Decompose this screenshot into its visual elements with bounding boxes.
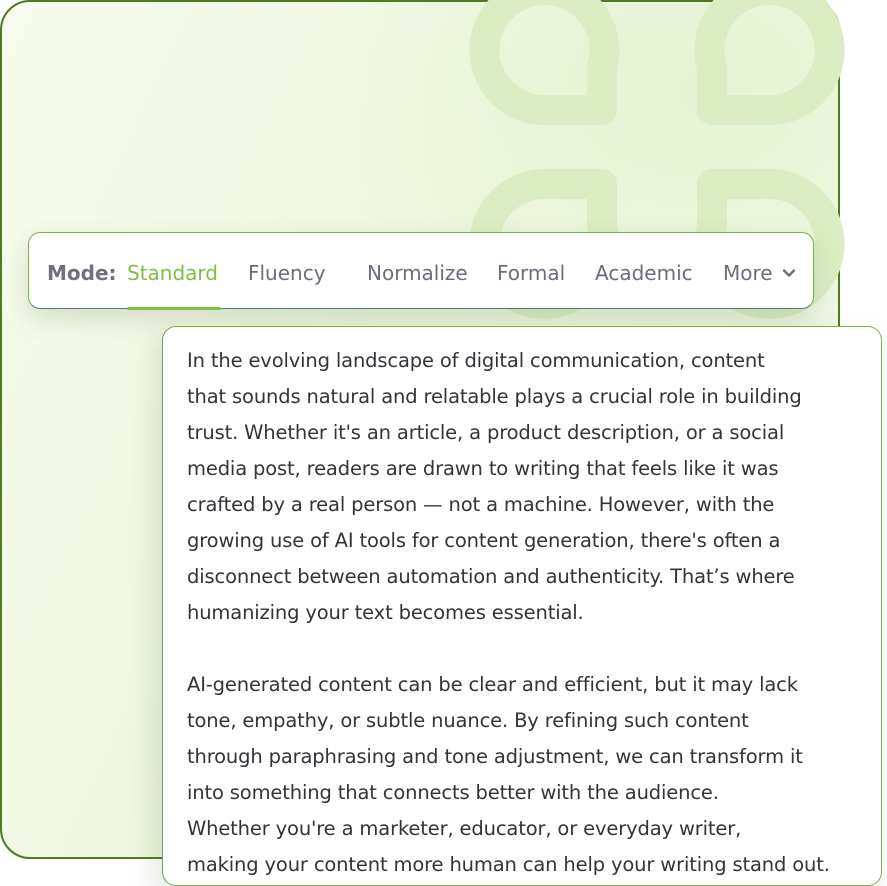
paragraph-gap <box>187 631 887 667</box>
editor-line: making your content more human can help your writing stand out. <box>187 853 830 876</box>
editor-line: tone, empathy, or subtle nuance. By refining such content <box>187 709 749 732</box>
text-editor[interactable] <box>162 326 882 886</box>
editor-line: media post, readers are drawn to writing that feels like it was <box>187 457 779 480</box>
editor-line: that sounds natural and relatable plays a crucial role in building <box>187 385 802 408</box>
more-label: More <box>723 261 773 285</box>
editor-line: AI-generated content can be clear and efficient, but it may lack <box>187 673 798 696</box>
active-mode-underline <box>127 307 221 310</box>
chevron-down-icon <box>781 265 797 281</box>
mode-toolbar <box>28 232 814 309</box>
more-modes-dropdown[interactable] <box>723 261 797 285</box>
mode-tab-standard[interactable]: Standard <box>127 261 218 285</box>
editor-line: trust. Whether it's an article, a product description, or a social <box>187 421 785 444</box>
mode-tab-fluency[interactable]: Fluency <box>248 261 326 285</box>
editor-line: Whether you're a marketer, educator, or everyday writer, <box>187 817 742 840</box>
editor-line: growing use of AI tools for content generation, there's often a <box>187 529 781 552</box>
editor-text[interactable] <box>187 343 887 883</box>
editor-line: into something that connects better with the audience. <box>187 781 719 804</box>
mode-label: Mode: <box>47 261 117 285</box>
editor-line: crafted by a real person — not a machine. However, with the <box>187 493 775 516</box>
mode-tab-formal[interactable]: Formal <box>497 261 566 285</box>
editor-line: humanizing your text becomes essential. <box>187 601 584 624</box>
editor-line: disconnect between automation and authenticity. That’s where <box>187 565 795 588</box>
mode-tab-academic[interactable]: Academic <box>595 261 693 285</box>
editor-line: through paraphrasing and tone adjustment, we can transform it <box>187 745 803 768</box>
mode-tab-normalize[interactable]: Normalize <box>367 261 468 285</box>
editor-line: In the evolving landscape of digital communication, content <box>187 349 765 372</box>
